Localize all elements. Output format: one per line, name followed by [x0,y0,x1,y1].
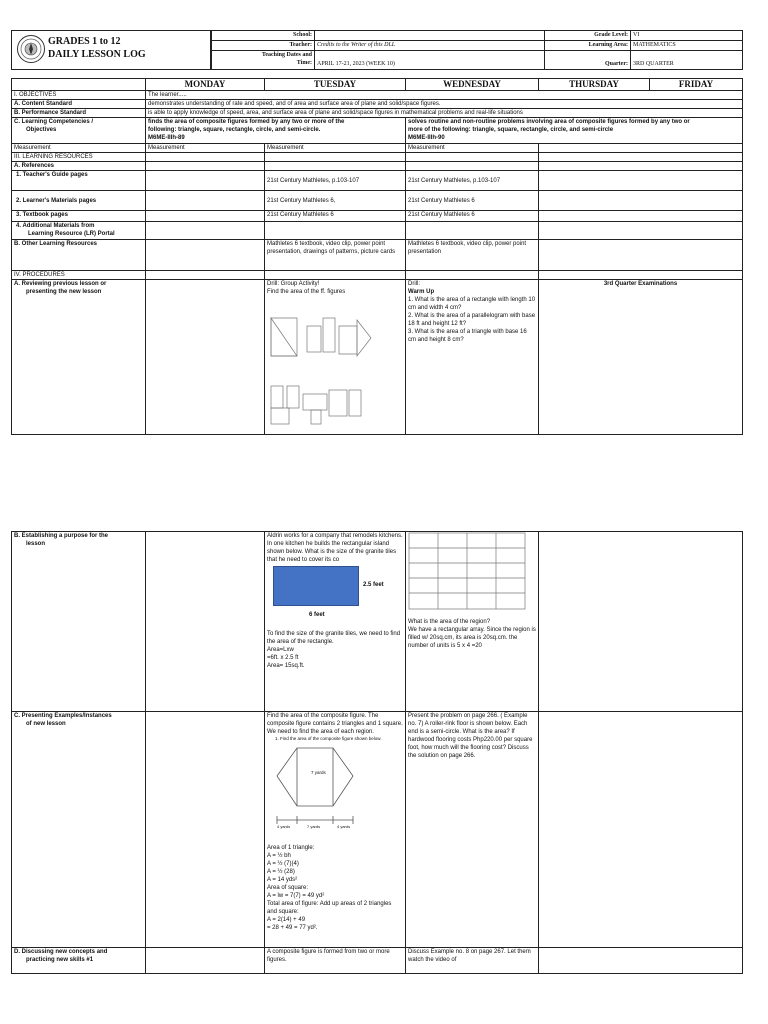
competency-wednesday-code: M6ME-IIIh-90 [408,135,445,141]
figure-dim-2: 7 yards [307,824,321,829]
figure-dim-3: 4 yards [337,824,351,829]
review-label-1: A. Reviewing previous lesson or [14,281,107,287]
day-thursday: THURSDAY [539,79,650,91]
learners-materials-label: 2. Learner's Materials pages [12,191,146,211]
procedures-heading: IV. PROCEDURES [12,271,146,280]
purpose-tuesday-find: To find the size of the granite tiles, we need to find the area of the rectangle. [267,631,401,645]
measurement-label: Measurement [12,144,146,153]
dates-label-2: Time: [296,60,312,66]
present-label [12,712,146,948]
day-wednesday: WEDNESDAY [406,79,539,91]
deped-seal-icon [16,34,46,64]
purpose-tuesday-formula-2: =6ft. x 2.5 ft [267,655,299,661]
purpose-label-2: lesson [26,541,46,547]
purpose-wednesday-text: We have a rectangular array. Since the region is filled w/ 20sq.cm, its area is 20sq.cm. the number of units is 5 x 4 =20 [408,627,536,649]
review-tuesday [265,280,406,435]
dates-label-1: Teaching Dates and [261,52,312,58]
measurement-empty [539,144,743,153]
competency-wednesday-2: more of the following: triangle, square, rectangle, circle, and semi-circle [408,127,614,133]
learners-materials-tuesday: 21st Century Mathletes 6, [265,191,406,211]
purpose-tuesday-formula-3: Area= 15sq.ft. [267,663,305,669]
calc-line: A = 2(14) + 49 [267,917,306,923]
calc-line: A = ½ (28) [267,869,295,875]
additional-materials-label-2: Learning Resource (LR) Portal [28,231,115,237]
grid-array [408,532,528,612]
school-label: School: [211,31,315,41]
learner-text: The learner..... [146,91,743,100]
performance-standard-text: is able to apply knowledge of speed, area, and surface area of plane and solid/space figures in mathematical problems and real-life situations [146,109,743,118]
school-value [315,31,545,41]
learning-resources-heading: III. LEARNING RESOURCES [12,153,146,162]
grade-label: Grade Level: [545,31,631,41]
lesson-table-page-1 [11,78,743,435]
review-tuesday-drill: Drill: Group Activity! [267,281,320,287]
present-wednesday: Present the problem on page 266. ( Example no. 7) A roller-rink floor is shown below. Each end is a semi-circle. What is the area? If hardwood flooring costs Php220.00 per square foot, how much will the flooring cost? Discuss the solution on page 266. [406,712,539,948]
calc-line: Area of square: [267,885,309,891]
performance-standard-label: B. Performance Standard [12,109,146,118]
textbook-label: 3. Textbook pages [12,211,146,222]
header-info-table [210,30,743,70]
calc-line: A = lw = 7(7) = 49 yd² [267,893,325,899]
textbook-wednesday: 21st Century Mathletes 6 [406,211,539,222]
dates-value: APRIL 17-21, 2023 (WEEK 10) [315,51,545,70]
present-tuesday-intro: Find the area of the composite figure. The composite figure contains 2 triangles and 1 square. We need to find the area of each region. [267,713,403,735]
additional-materials-label [12,222,146,240]
content-standard-text: demonstrates understanding of rate and speed, and of area and surface area of plane and solid/space figures. [146,100,743,109]
competency-wednesday-1: solves routine and non-routine problems involving area of composite figures formed by any two or [408,119,690,125]
day-tuesday: TUESDAY [265,79,406,91]
grade-value: VI [631,31,743,41]
review-wednesday-drill: Drill: [408,281,420,287]
purpose-tuesday-text: Aldrin works for a company that remodels kitchens. In one kitchen he builds the rectangular island shown below. What is the size of the granite tiles that he need to cover its co [267,533,403,563]
additional-materials-label-1: 4. Additional Materials from [16,223,95,229]
title-box [11,30,212,70]
purpose-tuesday-formula-1: Area=Lxw [267,647,294,653]
lesson-table-page-2 [11,531,743,974]
quarter-value: 3RD QUARTER [631,51,743,70]
teacher-value: Credits to the Writer of this DLL [315,41,545,51]
teachers-guide-wednesday: 21st Century Mathletes, p.103-107 [406,171,539,191]
objectives-heading: I. OBJECTIVES [12,91,146,100]
discuss-label-2: practicing new skills #1 [26,957,94,963]
measurement-wednesday: Measurement [406,144,539,153]
island-rectangle [273,566,359,606]
area-label: Learning Area: [545,41,631,51]
teachers-guide-tuesday: 21st Century Mathletes, p.103-107 [265,171,406,191]
area-value: MATHEMATICS [631,41,743,51]
discuss-tuesday: A composite figure is formed from two or more figures. [265,948,406,974]
day-friday: FRIDAY [650,79,743,91]
content-standard-label: A. Content Standard [12,100,146,109]
purpose-wednesday [406,532,539,712]
review-label [12,280,146,435]
review-wednesday-q1: 1. What is the area of a rectangle with length 10 cm and width 4 cm? [408,297,536,311]
discuss-label [12,948,146,974]
other-resources-label: B. Other Learning Resources [12,240,146,271]
figure-side-label: 7 yards [311,770,326,775]
measurement-monday: Measurement [146,144,265,153]
competencies-label-1: C. Learning Competencies / [14,119,94,125]
purpose-tuesday [265,532,406,712]
purpose-label-1: B. Establishing a purpose for the [14,533,109,539]
discuss-label-1: D. Discussing new concepts and [14,949,108,955]
review-wednesday-warmup: Warm Up [408,289,435,295]
calc-line: Area of 1 triangle: [267,845,315,851]
composite-figure [267,736,403,830]
purpose-label [12,532,146,712]
review-label-2: presenting the new lesson [26,289,102,295]
calc-line: Total area of figure: Add up areas of 2 triangles and square: [267,901,392,915]
present-label-1: C. Presenting Examples/Instances [14,713,112,719]
review-wednesday-q3: 3. What is the area of a triangle with base 16 cm and height 8 cm? [408,329,527,343]
review-wednesday [406,280,539,435]
discuss-wednesday: Discuss Example no. 8 on page 267. Let them watch the video of [406,948,539,974]
teacher-label: Teacher: [211,41,315,51]
fig-label: · [275,311,277,315]
competencies-label-2: Objectives [26,127,57,133]
purpose-wednesday-question: What is the area of the region? [408,619,491,625]
present-label-2: of new lesson [26,721,66,727]
title-line-1: GRADES 1 to 12 [48,36,121,47]
competency-tuesday-2: following: triangle, square, rectangle, circle, and semi-circle. [148,127,321,133]
competencies-label [12,118,146,144]
day-monday: MONDAY [146,79,265,91]
composite-hexagon-figure [275,744,361,830]
other-resources-wednesday: Mathletes 6 textbook, video clip, power point presentation [406,240,539,271]
quarter-exam-text: 3rd Quarter Examinations [603,281,678,287]
calc-line: A = 14 yds² [267,877,298,883]
competency-tuesday-1: finds the area of composite figures formed by any two or more of the [148,119,345,125]
calc-line: A = ½ bh [267,853,291,859]
measurement-tuesday: Measurement [265,144,406,153]
textbook-tuesday: 21st Century Mathletes 6 [265,211,406,222]
competency-wednesday [406,118,743,144]
learners-materials-wednesday: 21st Century Mathletes 6 [406,191,539,211]
teachers-guide-label: 1. Teacher's Guide pages [12,171,146,191]
review-wednesday-q2: 2. What is the area of a parallelogram with base 18 ft and height 12 ft? [408,313,536,327]
island-width-label: 6 feet [309,612,325,618]
dates-label [211,51,315,70]
competency-tuesday-code: M6ME-IIIh-89 [148,135,185,141]
quarter-exam [539,280,743,435]
references-label: A. References [12,162,146,171]
island-diagram [267,564,403,620]
quarter-label: Quarter: [545,51,631,70]
figure-caption: 1. Find the area of the composite figure shown below. [275,736,382,741]
drill-figures [267,298,403,434]
review-tuesday-instruction: Find the area of the ff. figures [267,289,346,295]
figure-dim-1: 4 yards [277,824,291,829]
other-resources-tuesday: Mathletes 6 textbook, video clip, power point presentation, drawings of patterns, picture cards [265,240,406,271]
calc-line: A = ½ (7)(4) [267,861,299,867]
competency-tuesday [146,118,406,144]
calc-line: = 28 + 49 = 77 yd². [267,925,318,931]
title-line-2: DAILY LESSON LOG [48,49,146,60]
present-tuesday [265,712,406,948]
island-height-label: 2.5 feet [363,582,384,588]
corner-cell [12,79,146,91]
